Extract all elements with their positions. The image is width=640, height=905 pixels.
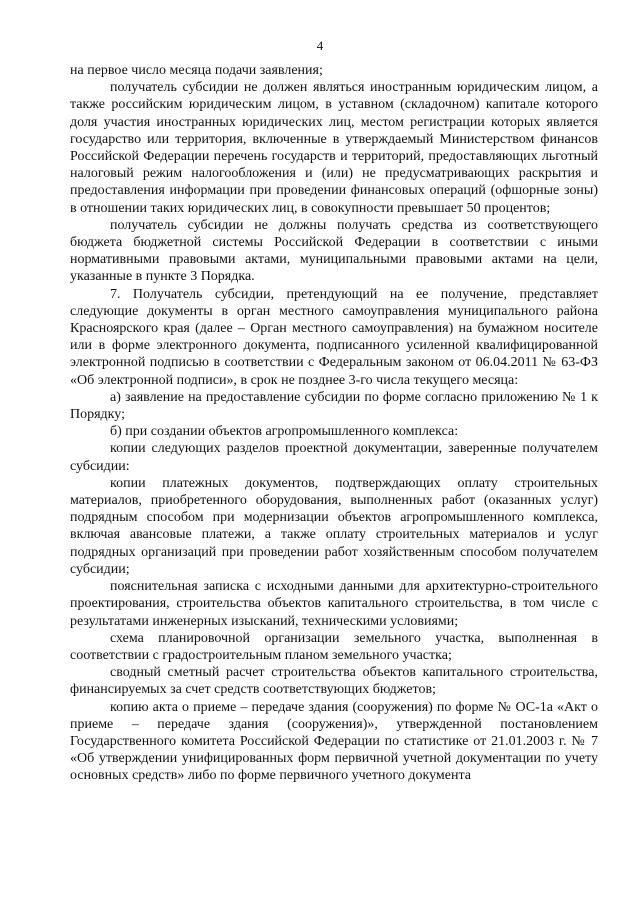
paragraph: пояснительная записка с исходными данными для архитектурно-строительного проектирования, строительства объектов капитального строительства, в том числе с результатами инженерных изысканий, техническими условиями; [70,579,598,629]
paragraph: на первое число месяца подачи заявления; [70,63,323,78]
paragraph: получатель субсидии не должен являться иностранным юридическим лицом, а также российским юридическим лицом, в уставном (складочном) капитале которого доля участия иностранных юридических лиц, местом регистрации которых является государство или территория, включенные в утверждаемый Министерством финансов Российской Федерации перечень государств и территорий, предоставляющих льготный налоговый режим налогообложения и (или) не предусматривающих раскрытия и предоставления информации при проведении финансовых операций (офшорные зоны) в отношении таких юридических лиц, в совокупности превышает 50 процентов; [70,80,598,216]
document-body [70,62,598,785]
paragraph: копии следующих разделов проектной документации, заверенные получателем субсидии: [70,441,598,474]
paragraph: схема планировочной организации земельного участка, выполненная в соответствии с градостроительным планом земельного участка; [70,630,598,663]
paragraph: сводный сметный расчет строительства объектов капитального строительства, финансируемых за счет средств соответствующих бюджетов; [70,665,598,698]
page-number: 4 [316,38,324,53]
paragraph: копию акта о приеме – передаче здания (сооружения) по форме № ОС-1а «Акт о приеме – передаче здания (сооружения)», утвержденной постановлением Государственного комитета Российской Федерации по статистике от 21.01.2003 г. № 7 «Об утверждении унифицированных форм первичной учетной документации по учету основных средств» либо по форме первичного учетного документа [70,699,598,784]
paragraph: а) заявление на предоставление субсидии по форме согласно приложению № 1 к Порядку; [70,389,598,423]
paragraph: 7. Получатель субсидии, претендующий на ее получение, представляет следующие документы в орган местного самоуправления муниципального района Красноярского края (далее – Орган местного самоуправления) на бумажном носителе или в форме электронного документа, подписанного усиленной квалифицированной электронной подписью в соответствии с Федеральным законом от 06.04.2011 № 63-ФЗ «Об электронной подписи», в срок не позднее 3-го числа текущего месяца: [70,286,598,388]
paragraph: копии платежных документов, подтверждающих оплату строительных материалов, приобретенного оборудования, выполненных работ (оказанных услуг) подрядным способом при модернизации объектов агропромышленного комплекса, включая авансовые платежи, а также оплату строительных материалов и услуг подрядных организаций при проведении работ хозяйственным способом получателем субсидии; [70,475,598,577]
paragraph: получатель субсидии не должны получать средства из соответствующего бюджета бюджетной системы Российской Федерации в соответствии с иными нормативными правовыми актами, муниципальными правовыми актами на цели, указанные в пункте 3 Порядка. [70,217,598,285]
paragraph: б) при создании объектов агропромышленного комплекса: [110,424,459,440]
